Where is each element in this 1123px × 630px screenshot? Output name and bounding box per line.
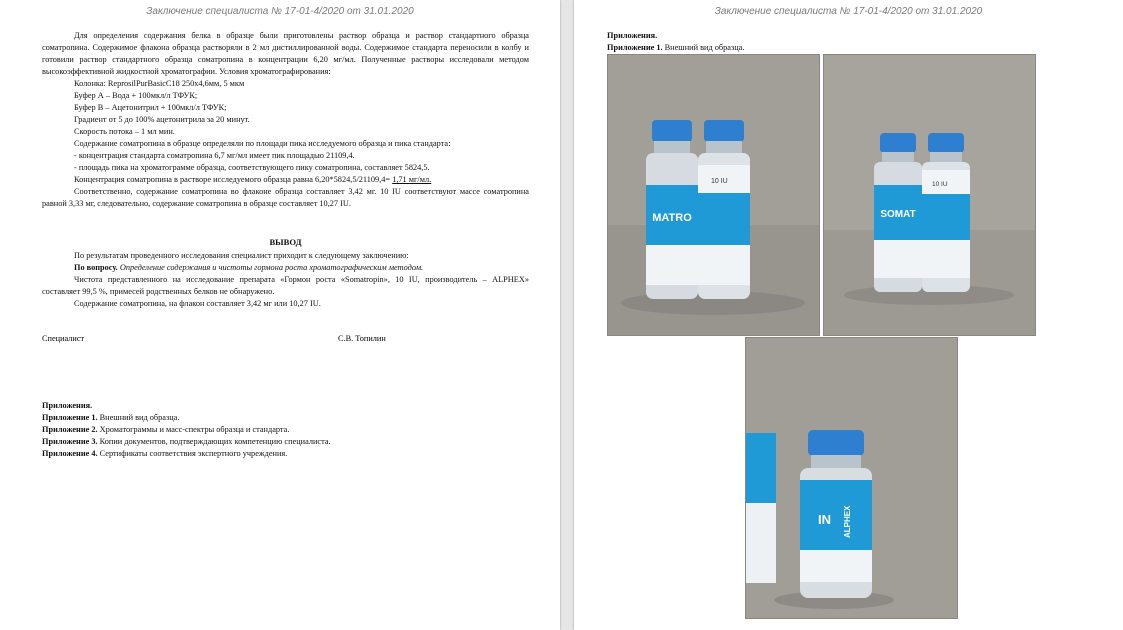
- appendix-item: [42, 448, 529, 460]
- appendix-label: Приложение 3.: [42, 437, 98, 446]
- appendix-text: Внешний вид образца.: [97, 413, 180, 422]
- appendix-list: [42, 400, 529, 460]
- svg-text:MATRO: MATRO: [652, 212, 692, 224]
- paragraph-content-result: Соответственно, содержание соматропина во флаконе образца составляет 3,42 мг. 10 IU соответствуют массе соматропина равной 3,33 мг, следовательно, содержание соматропина в образце составляет 10,27 IU.: [42, 187, 529, 208]
- conclusion-heading: ВЫВОД: [269, 237, 302, 247]
- document-page-left: [0, 0, 560, 630]
- sample-photo-single-vial: [745, 337, 958, 619]
- condition-buffer-a: Буфер А – Вода + 100мкл/л ТФУК;: [74, 91, 198, 100]
- appendix-text: Копии документов, подтверждающих компетенцию специалиста.: [97, 437, 331, 446]
- paragraph-concentration: [42, 174, 529, 186]
- methods-section: [42, 30, 529, 210]
- conclusion-purity: Чистота представленного на исследование препарата «Гормон роста «Somatropin», 10 IU, производитель – ALPHEX» составляет 99,5 %, примесей родственных белков не обнаружено.: [42, 275, 529, 296]
- vials-image: [608, 55, 819, 335]
- appendix-label: Приложение 1.: [607, 43, 663, 52]
- concentration-text: Концентрация соматропина в растворе исследуемого образца равна 6,20*5824,5/21109,4=: [74, 175, 393, 184]
- appendix-item: [42, 412, 529, 424]
- condition-column: Колонка: ReprosilPurBasicC18 250х4,6мм, 5 мкм: [74, 79, 245, 88]
- vial: [800, 430, 872, 598]
- appendix-heading-block: [607, 30, 1094, 54]
- appendix-text: Хроматограммы и масс-спектры образца и стандарта.: [97, 425, 290, 434]
- sample-photo-two-vials-1: [607, 54, 820, 336]
- paragraph-standard-peak: - концентрация стандарта соматропина 6,7 мг/мл имеет пик площадью 21109,4.: [74, 151, 355, 160]
- appendix-label: Приложение 4.: [42, 449, 98, 458]
- appendix-label: Приложение 1.: [42, 413, 98, 422]
- running-header: Заключение специалиста № 17-01-4/2020 от 31.01.2020: [714, 6, 983, 17]
- svg-text:10 IU: 10 IU: [711, 178, 728, 185]
- appendix-item: [607, 42, 1094, 54]
- svg-text:IN: IN: [818, 512, 831, 527]
- appendix-text: Сертификаты соответствия экспертного учреждения.: [97, 449, 288, 458]
- running-header: Заключение специалиста № 17-01-4/2020 от 31.01.2020: [146, 6, 414, 17]
- conclusion-intro: По результатам проведенного исследования специалист приходит к следующему заключению:: [74, 251, 409, 260]
- question-text: Определение содержания и чистоты гормона роста хроматографическим методом.: [117, 263, 424, 272]
- svg-text:10 IU: 10 IU: [932, 181, 948, 188]
- appendix-label: Приложение 2.: [42, 425, 98, 434]
- appendix-title: Приложения.: [42, 401, 93, 410]
- condition-flow-rate: Скорость потока – 1 мл мин.: [74, 127, 175, 136]
- appendix-item: [42, 424, 529, 436]
- concentration-value: 1,71 мг/мл.: [392, 175, 432, 184]
- question-label: По вопросу.: [74, 263, 118, 272]
- conclusion-section: [42, 236, 529, 310]
- vial-image: [746, 338, 957, 618]
- appendix-item: [42, 436, 529, 448]
- signature-role: Специалист: [42, 334, 85, 343]
- appendix-title: Приложения.: [607, 31, 658, 40]
- condition-buffer-b: Буфер В – Ацетонитрил + 100мкл/л ТФУК;: [74, 103, 227, 112]
- signature-name: С.В. Топилин: [338, 334, 386, 343]
- svg-text:SOMAT: SOMAT: [880, 209, 916, 220]
- paragraph-method-intro: Для определения содержания белка в образце были приготовлены раствор образца и раствор стандартного образца соматропина. Содержимое флакона образца растворяли в 2 мл дистиллированной воды. Содержимое стандарта переносили в колбу и готовили раствор стандартного образца соматропина в концентрации 6,20 мг/мл. Полученные растворы исследовали методом высокоэффективной жидкостной хроматографии. Условия хроматографирования:: [42, 31, 529, 76]
- svg-text:ALPHEX: ALPHEX: [843, 505, 852, 538]
- appendix-text: Внешний вид образца.: [662, 43, 745, 52]
- paragraph-calc-basis: Содержание соматропина в образце определяли по площади пика исследуемого образца и пика стандарта:: [74, 139, 451, 148]
- document-page-right: [574, 0, 1123, 630]
- conclusion-content: Содержание соматропина, на флакон составляет 3,42 мг или 10,27 IU.: [74, 299, 321, 308]
- sample-photo-two-vials-2: [823, 54, 1036, 336]
- paragraph-sample-peak: - площадь пика на хроматограмме образца, соответствующего пику соматропина, составляет 5824,5.: [74, 163, 430, 172]
- conclusion-question: [42, 262, 529, 274]
- condition-gradient: Градиент от 5 до 100% ацетонитрила за 20 минут.: [74, 115, 250, 124]
- vials-image: [824, 55, 1035, 335]
